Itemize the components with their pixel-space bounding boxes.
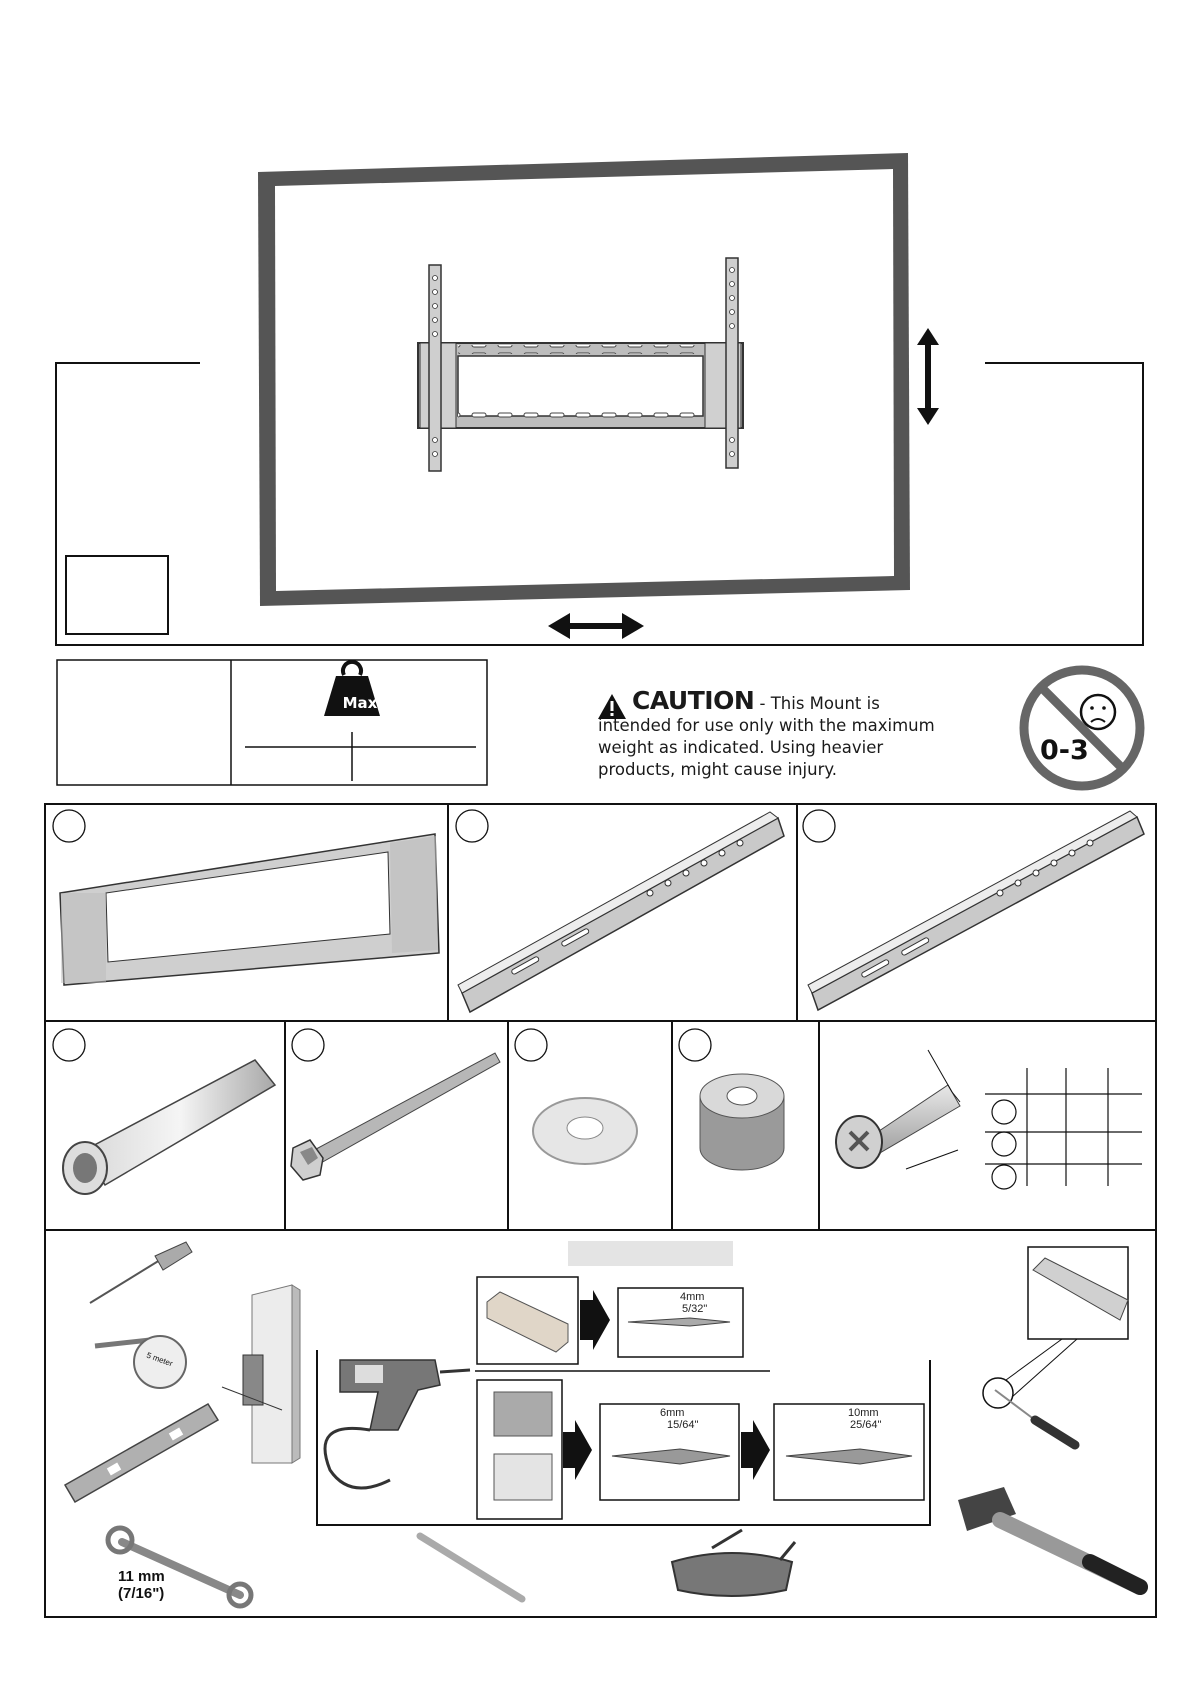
caution-body: This Mount is intended for use only with the maximum weight as indicated. Using heavier products, might cause injury. [598,694,935,779]
masonry-bit-2-metric: 10mm [848,1407,879,1419]
vertical-adjust-arrow [917,328,939,425]
part-spacer [700,1074,784,1170]
caution-dash: - [754,694,771,713]
hammer-tool [958,1487,1140,1587]
no-child-icon [1024,670,1140,786]
power-drill-tool [325,1360,470,1488]
age-warning-label: 0-3 [1040,735,1089,766]
bolt-size-table [985,1068,1142,1189]
masonry-bit-1-imperial: 15/64" [667,1419,699,1431]
screwdriver-tool [983,1247,1128,1445]
part-wall-anchor [63,1060,275,1194]
part-washer [533,1098,637,1164]
part-bolt [836,1050,960,1169]
weight-badge-label: Max [342,694,378,712]
part-arm-right [808,811,1144,1010]
wrench-size-imperial: (7/16") [118,1585,165,1602]
wrench-size-metric: 11 mm [118,1568,165,1585]
awl-tool [90,1242,192,1303]
part-wall-plate [60,834,439,985]
caution-heading: CAUTION [632,686,755,715]
spirit-level-tool [65,1404,218,1502]
stud-finder-tool [222,1285,300,1463]
safety-glasses-tool [672,1530,795,1596]
tape-measure-label: 5 meter [145,1350,174,1369]
tools-heading-bar [568,1241,733,1266]
masonry-bit-2-imperial: 25/64" [850,1419,882,1431]
wood-bit-imperial: 5/32" [682,1303,708,1315]
masonry-bit-1-metric: 6mm [660,1407,685,1419]
caution-text [598,686,938,781]
wrench-size-label [118,1568,165,1602]
wood-bit-metric: 4mm [680,1291,705,1303]
part-arm-left [458,812,784,1012]
part-lag-screw [291,1053,500,1180]
pencil-tool [420,1536,522,1599]
horizontal-adjust-arrow [548,613,644,639]
weight-table [57,660,487,785]
